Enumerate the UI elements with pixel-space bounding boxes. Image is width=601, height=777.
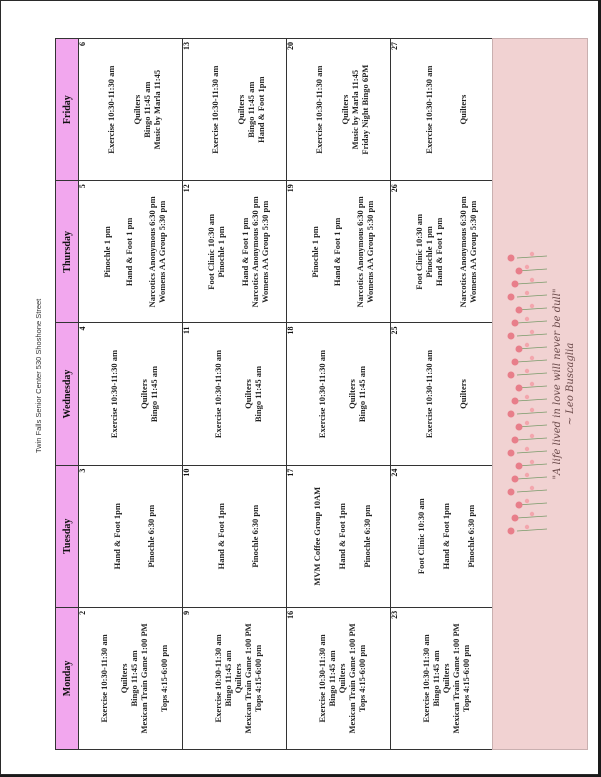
flower-stem xyxy=(517,412,547,414)
event-item: Quilters xyxy=(139,379,149,409)
event-item: Womens AA Group 5:30 pm xyxy=(156,200,167,304)
flower-bloom xyxy=(508,372,515,379)
event-item: Pinochle 1 pm xyxy=(424,226,435,278)
day-cell xyxy=(391,607,495,749)
event-group xyxy=(458,196,478,307)
event-item: Bingo 11:45 am xyxy=(142,81,153,138)
event-group xyxy=(132,70,162,150)
event-item: Hand & Foot 1pm xyxy=(216,503,227,570)
event-item: Tops 4:15-6:00 pm xyxy=(159,644,169,713)
event-item: Mexican Train Game 1:00 PM xyxy=(451,623,461,734)
day-number: 16 xyxy=(286,610,295,619)
event-item: Exercise 10:30-11:30 am xyxy=(313,65,324,154)
flower-stem xyxy=(517,373,547,375)
weekday-wednesday: Wednesday xyxy=(56,323,79,465)
flower-stem xyxy=(517,438,547,440)
center-address: Twin Falls Senior Center 530 Shoshone Street xyxy=(34,298,43,453)
day-events xyxy=(193,323,283,464)
week-row xyxy=(391,39,495,750)
flower-stem xyxy=(517,399,547,401)
event-group xyxy=(441,503,451,569)
day-number: 10 xyxy=(182,468,191,477)
event-item: Hand & Foot 1 pm xyxy=(124,217,134,287)
day-events xyxy=(297,608,387,749)
event-group xyxy=(102,226,112,277)
event-item: Bingo 11:45 am xyxy=(327,650,337,707)
flower-bud xyxy=(530,408,534,412)
event-group xyxy=(424,350,434,438)
day-number: 24 xyxy=(390,468,399,477)
event-group xyxy=(424,66,434,154)
event-item: Tops 4:15-6:00 pm xyxy=(253,644,263,713)
event-group xyxy=(119,623,149,733)
day-events xyxy=(297,181,387,322)
event-item: Hand & Foot 1pm xyxy=(112,503,123,570)
event-item: Friday Night Bingo 6PM xyxy=(360,64,371,155)
event-item: Tops 4:15-6:00 pm xyxy=(461,644,471,713)
flower-bud xyxy=(530,382,534,386)
event-item: Bingo 11:45 am xyxy=(357,365,367,423)
flower-bloom xyxy=(516,268,523,275)
flower-stem xyxy=(517,490,547,492)
flower-bud xyxy=(530,304,534,308)
event-item: Bingo 11:45 am xyxy=(223,650,233,707)
flower-stem xyxy=(517,282,547,284)
day-events xyxy=(89,466,179,607)
event-group xyxy=(317,623,367,733)
flower-bloom xyxy=(516,346,523,353)
flower-bud xyxy=(525,525,529,529)
day-events xyxy=(193,608,283,749)
day-cell xyxy=(79,181,183,323)
event-item: Quilters xyxy=(441,663,451,694)
flower-bloom xyxy=(512,359,519,366)
event-group xyxy=(312,487,322,586)
event-item: Mexican Train Game 1:00 PM xyxy=(347,623,357,734)
event-group xyxy=(147,196,167,307)
event-item: Exercise 10:30-11:30 am xyxy=(109,349,119,439)
day-cell xyxy=(183,39,287,181)
day-number: 26 xyxy=(390,184,399,193)
flower-bloom xyxy=(512,398,519,405)
week-row xyxy=(79,39,183,750)
flower-bud xyxy=(525,265,529,269)
calendar-page xyxy=(18,0,601,775)
day-cell xyxy=(287,607,391,749)
flower-stem xyxy=(517,529,547,531)
flower-bud xyxy=(530,434,534,438)
flower-bloom xyxy=(512,320,519,327)
day-cell xyxy=(287,39,391,181)
event-group xyxy=(124,218,134,286)
event-group xyxy=(210,66,220,154)
flower-stem xyxy=(517,451,547,453)
event-item: Mexican Train Game 1:00 PM xyxy=(139,623,149,734)
flower-border-illustration xyxy=(497,249,557,539)
event-group xyxy=(458,95,468,125)
flower-bud xyxy=(530,512,534,516)
event-item: Exercise 10:30-11:30 am xyxy=(424,65,435,154)
event-item: Hand & Foot 1 pm xyxy=(239,217,250,287)
event-group xyxy=(310,226,320,277)
day-number: 12 xyxy=(182,184,191,193)
flower-bud xyxy=(530,356,534,360)
flower-bloom xyxy=(508,294,515,301)
event-item: Bingo 11:45 am xyxy=(129,650,139,707)
flower-bud xyxy=(525,499,529,503)
event-item: Exercise 10:30-11:30 am xyxy=(213,349,223,439)
quote-panel xyxy=(492,38,588,750)
day-cell xyxy=(183,465,287,607)
event-group xyxy=(213,623,263,733)
event-item: Foot Clinic 10:30 am xyxy=(414,213,425,290)
flower-bud xyxy=(525,473,529,477)
day-number: 17 xyxy=(286,468,295,477)
day-number: 4 xyxy=(78,326,87,331)
week-row xyxy=(287,39,391,750)
day-number: 27 xyxy=(390,42,399,50)
event-item: Quilters xyxy=(243,379,253,409)
flower-bloom xyxy=(508,411,515,418)
flower-stem xyxy=(517,321,547,323)
flower-bloom xyxy=(512,515,519,522)
weekday-monday: Monday xyxy=(56,607,79,749)
flower-bloom xyxy=(508,333,515,340)
event-group xyxy=(206,214,226,290)
day-cell xyxy=(183,181,287,323)
day-events xyxy=(89,608,179,749)
weekday-tuesday: Tuesday xyxy=(56,465,79,607)
event-item: Music by Marla 11:45 xyxy=(350,69,361,150)
event-item: Quilters xyxy=(340,94,351,125)
event-item: Pinochle 1 pm xyxy=(101,226,112,278)
day-number: 18 xyxy=(286,326,295,335)
event-item: Tops 4:15-6:00 pm xyxy=(357,644,367,713)
day-cell xyxy=(79,323,183,465)
event-item: Narcotics Anonymous 6:30 pm xyxy=(146,196,157,308)
event-group xyxy=(421,623,471,733)
event-item: Foot Clinic 10:30 am xyxy=(206,213,217,290)
event-group xyxy=(362,505,372,568)
event-item: Womens AA Group 5:30 pm xyxy=(467,200,478,304)
day-cell xyxy=(287,181,391,323)
flower-bud xyxy=(525,447,529,451)
weekday-header-row xyxy=(56,39,79,750)
event-item: Pinochle 6:30 pm xyxy=(145,504,156,568)
day-events xyxy=(193,181,283,322)
flower-bloom xyxy=(512,281,519,288)
event-item: Quilters xyxy=(457,379,468,409)
flower-bloom xyxy=(508,489,515,496)
event-group xyxy=(317,350,327,438)
event-group xyxy=(216,503,226,569)
event-group xyxy=(458,379,468,409)
weekday-thursday: Thursday xyxy=(56,181,79,323)
day-number: 25 xyxy=(390,326,399,335)
quote-author: ~ Leo Buscaglia xyxy=(565,342,576,426)
event-item: Quilters xyxy=(457,94,468,125)
day-number: 9 xyxy=(182,610,191,615)
day-number: 5 xyxy=(78,184,87,189)
day-events xyxy=(193,39,283,180)
event-item: Exercise 10:30-11:30 am xyxy=(105,65,116,154)
event-group xyxy=(250,505,260,568)
flower-bud xyxy=(525,395,529,399)
quote-text xyxy=(551,249,577,519)
event-item: Pinochle 6:30 pm xyxy=(249,504,260,568)
event-group xyxy=(106,66,116,154)
event-item: Bingo 11:45 am xyxy=(431,650,441,707)
event-group xyxy=(240,196,270,307)
event-item: Womens AA Group 5:30 pm xyxy=(259,200,270,304)
flower-bud xyxy=(530,330,534,334)
day-events xyxy=(89,323,179,464)
event-group xyxy=(466,505,476,568)
day-number: 11 xyxy=(182,326,191,334)
event-group xyxy=(99,634,109,722)
flower-bud xyxy=(525,291,529,295)
event-group xyxy=(314,66,324,154)
day-events xyxy=(401,466,491,607)
flower-bud xyxy=(525,421,529,425)
flower-bud xyxy=(525,317,529,321)
event-item: Bingo 11:45 am xyxy=(253,365,263,423)
day-cell xyxy=(391,465,495,607)
flower-stem xyxy=(517,334,547,336)
event-item: Mexican Train Game 1:00 PM xyxy=(243,623,253,734)
event-item: Womens AA Group 5:30 pm xyxy=(364,200,375,304)
event-item: Pinochle 1 pm xyxy=(216,226,227,278)
day-events xyxy=(297,323,387,464)
flower-bloom xyxy=(516,307,523,314)
day-events xyxy=(401,323,491,464)
event-group xyxy=(416,498,426,574)
day-cell xyxy=(287,465,391,607)
day-events xyxy=(401,181,491,322)
event-group xyxy=(340,65,370,155)
weekday-friday: Friday xyxy=(56,39,79,181)
event-item: Hand & Foot 1 pm xyxy=(434,217,445,287)
event-group xyxy=(112,503,122,569)
flower-bloom xyxy=(508,255,515,262)
flower-bud xyxy=(525,369,529,373)
flower-bloom xyxy=(516,385,523,392)
event-item: Narcotics Anonymous 6:30 pm xyxy=(457,196,468,308)
flower-stem xyxy=(517,360,547,362)
event-item: Exercise 10:30-11:30 am xyxy=(99,634,109,723)
calendar-grid xyxy=(55,38,495,750)
event-item: Pinochle 6:30 pm xyxy=(362,504,372,568)
event-group xyxy=(146,505,156,568)
day-events xyxy=(89,181,179,322)
day-cell xyxy=(79,465,183,607)
day-cell xyxy=(79,39,183,181)
event-item: Quilters xyxy=(233,663,243,694)
event-item: Hand & Foot 1pm xyxy=(337,503,347,570)
flower-bloom xyxy=(516,424,523,431)
event-group xyxy=(109,350,119,438)
event-item: Hand & Foot 1pm xyxy=(256,76,267,143)
day-number: 6 xyxy=(78,42,87,46)
flower-bloom xyxy=(508,450,515,457)
event-item: Foot Clinic 10:30 am xyxy=(416,498,426,575)
day-number: 2 xyxy=(78,610,87,615)
flower-stem xyxy=(517,516,547,518)
event-item: Exercise 10:30-11:30 am xyxy=(421,634,431,723)
flower-bloom xyxy=(512,437,519,444)
event-item: Pinochle 6:30 pm xyxy=(466,504,476,568)
day-number: 23 xyxy=(390,610,399,619)
day-cell xyxy=(79,607,183,749)
flower-bloom xyxy=(512,476,519,483)
event-item: Hand & Foot 1pm xyxy=(441,503,451,570)
event-item: MVM Coffee Group 10AM xyxy=(312,486,322,586)
flower-bloom xyxy=(508,528,515,535)
flower-bud xyxy=(530,278,534,282)
calendar-body xyxy=(79,39,495,750)
event-item: Bingo 11:45 am xyxy=(149,365,159,423)
event-item: Quilters xyxy=(347,379,357,409)
event-group xyxy=(337,503,347,569)
event-item: Quilters xyxy=(236,94,247,125)
day-cell xyxy=(391,323,495,465)
day-events xyxy=(89,39,179,180)
calendar xyxy=(55,38,492,750)
event-group xyxy=(355,196,375,307)
event-item: Bingo 11:45 am xyxy=(246,81,257,138)
event-item: Quilters xyxy=(119,663,129,694)
event-item: Pinochle 1 pm xyxy=(309,226,320,278)
event-group xyxy=(243,366,263,422)
event-group xyxy=(213,350,223,438)
day-events xyxy=(193,466,283,607)
event-item: Narcotics Anonymous 6:30 pm xyxy=(249,196,260,308)
day-number: 13 xyxy=(182,42,191,50)
flower-bud xyxy=(530,460,534,464)
flower-stem xyxy=(517,295,547,297)
event-group xyxy=(347,366,367,422)
day-number: 19 xyxy=(286,184,295,193)
week-row xyxy=(183,39,287,750)
event-item: Quilters xyxy=(132,94,143,125)
flower-bud xyxy=(530,252,534,256)
day-events xyxy=(297,466,387,607)
flower-bloom xyxy=(516,502,523,509)
event-item: Music by Marla 11:45 xyxy=(152,69,163,150)
event-item: Exercise 10:30-11:30 am xyxy=(209,65,220,154)
day-number: 3 xyxy=(78,468,87,473)
flower-bud xyxy=(530,486,534,490)
day-cell xyxy=(287,323,391,465)
event-item: Exercise 10:30-11:30 am xyxy=(424,349,435,439)
event-item: Exercise 10:30-11:30 am xyxy=(317,634,327,723)
event-group xyxy=(414,214,444,290)
day-cell xyxy=(391,181,495,323)
day-events xyxy=(401,608,491,749)
event-item: Exercise 10:30-11:30 am xyxy=(213,634,223,723)
event-group xyxy=(332,218,342,286)
day-cell xyxy=(391,39,495,181)
day-cell xyxy=(183,607,287,749)
flower-bud xyxy=(525,343,529,347)
event-item: Hand & Foot 1 pm xyxy=(332,217,342,287)
event-group xyxy=(236,76,266,142)
day-events xyxy=(401,39,491,180)
day-number: 20 xyxy=(286,42,295,50)
event-item: Quilters xyxy=(337,663,347,694)
quote-line: "A life lived in love will never be dull" xyxy=(552,288,563,480)
day-cell xyxy=(183,323,287,465)
flower-stem xyxy=(517,477,547,479)
flower-stem xyxy=(517,256,547,258)
event-item: Narcotics Anonymous 6:30 pm xyxy=(354,196,365,308)
flower-bloom xyxy=(516,463,523,470)
day-events xyxy=(297,39,387,180)
event-group xyxy=(159,645,169,712)
event-group xyxy=(139,366,159,422)
event-item: Exercise 10:30-11:30 am xyxy=(317,349,327,439)
